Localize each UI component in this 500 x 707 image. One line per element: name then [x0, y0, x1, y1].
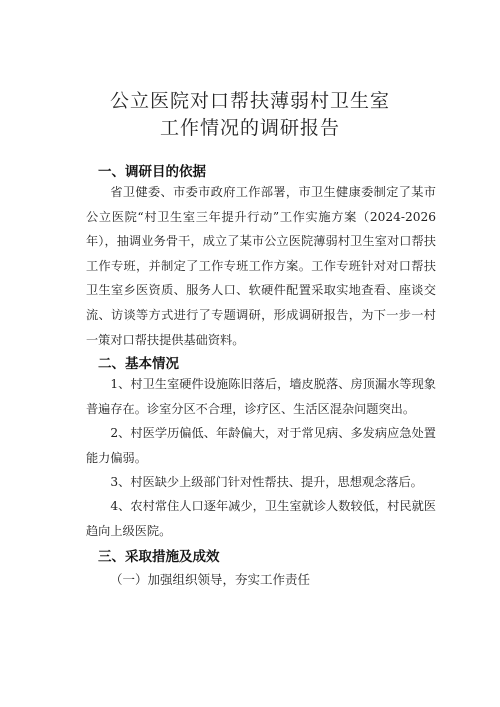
section-2-item-3: 3、村医缺少上级部门针对性帮扶、提升，思想观念落后。: [110, 475, 423, 489]
section-1-heading: 一、调研目的依据: [98, 164, 206, 180]
section-1-paragraph: 省卫健委、市委市政府工作部署，市卫生健康委制定了某市公立医院“村卫生室三年提升行动”工作实施方案（2024-2026年），抽调业务骨干，成立了某市公立医院薄弱村卫生室对口帮扶工作专班，并制定了工作专班工作方案。工作专班针对对口帮扶卫生室乡医资质、服务人口、软硬件配置采取实地查看、座谈交流、访谈等方式进行了专题调研，形成调研报告，为下一步一村一策对口帮扶提供基础资料。: [86, 185, 436, 347]
section-2-item-2: 2、村医学历偏低、年龄偏大，对于常见病、多发病应急处置能力偏弱。: [86, 426, 436, 465]
section-2-heading: 二、基本情况: [98, 356, 179, 372]
section-3-heading: 三、采取措施及成效: [98, 549, 220, 565]
document-title-line-2: 工作情况的调研报告: [159, 117, 340, 139]
section-3-subheading: （一）加强组织领导，夯实工作责任: [110, 572, 311, 587]
section-2-item-1: 1、村卫生室硬件设施陈旧落后，墙皮脱落、房顶漏水等现象普遍存在。诊室分区不合理，诊疗区、生活区混杂问题突出。: [86, 377, 436, 416]
document-title-line-1: 公立医院对口帮扶薄弱村卫生室: [109, 90, 390, 112]
section-2-item-4: 4、农村常住人口逐年减少，卫生室就诊人数较低，村民就医趋向上级医院。: [86, 499, 436, 538]
